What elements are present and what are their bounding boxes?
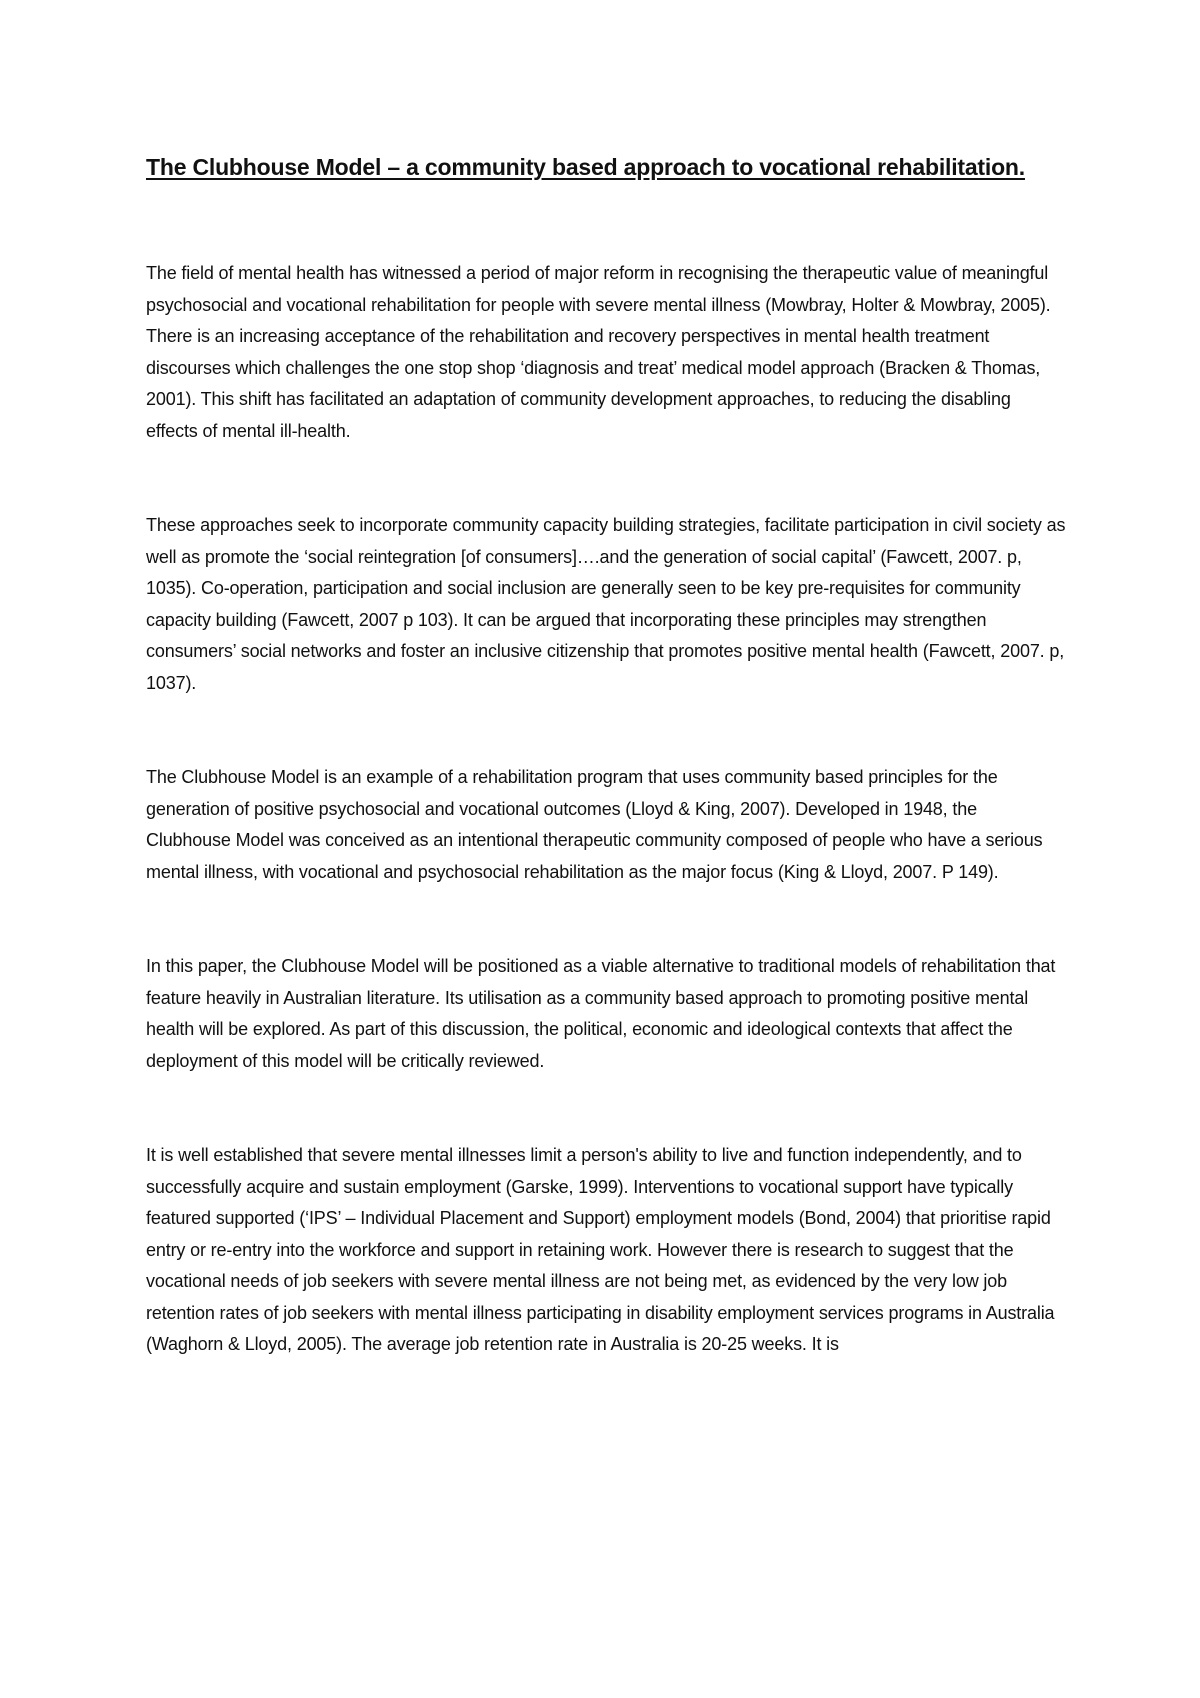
paragraph-5: It is well established that severe mental illnesses limit a person's ability to live and function independently, and to successfully acquire and sustain employment (Garske, 1999). Interventions to vocational support have typically featured supported (‘IPS’ – Individual Placement and Support) employment models (Bond, 2004) that prioritise rapid entry or re-entry into the workforce and support in retaining work. However there is research to suggest that the vocational needs of job seekers with severe mental illness are not being met, as evidenced by the very low job retention rates of job seekers with mental illness participating in disability employment services programs in Australia (Waghorn & Lloyd, 2005). The average job retention rate in Australia is 20-25 weeks. It is (146, 1145, 1055, 1354)
document-title: The Clubhouse Model – a community based approach to vocational rehabilitation. (146, 154, 1025, 180)
paragraph-4: In this paper, the Clubhouse Model will be positioned as a viable alternative to traditional models of rehabilitation that feature heavily in Australian literature. Its utilisation as a community based approach to promoting positive mental health will be explored. As part of this discussion, the political, economic and ideological contexts that affect the deployment of this model will be critically reviewed. (146, 956, 1056, 1071)
paragraph-1: The field of mental health has witnessed a period of major reform in recognising the therapeutic value of meaningful psychosocial and vocational rehabilitation for people with severe mental illness (Mowbray, Holter & Mowbray, 2005). There is an increasing acceptance of the rehabilitation and recovery perspectives in mental health treatment discourses which challenges the one stop shop ‘diagnosis and treat’ medical model approach (Bracken & Thomas, 2001). This shift has facilitated an adaptation of community development approaches, to reducing the disabling effects of mental ill-health. (146, 263, 1051, 441)
paragraph-2: These approaches seek to incorporate community capacity building strategies, facilitate participation in civil society as well as promote the ‘social reintegration [of consumers]….and the generation of social capital’ (Fawcett, 2007. p, 1035). Co-operation, participation and social inclusion are generally seen to be key pre-requisites for community capacity building (Fawcett, 2007 p 103). It can be argued that incorporating these principles may strengthen consumers’ social networks and foster an inclusive citizenship that promotes positive mental health (Fawcett, 2007. p, 1037). (146, 515, 1066, 693)
paragraph-3: The Clubhouse Model is an example of a rehabilitation program that uses community based principles for the generation of positive psychosocial and vocational outcomes (Lloyd & King, 2007). Developed in 1948, the Clubhouse Model was conceived as an intentional therapeutic community composed of people who have a serious mental illness, with vocational and psychosocial rehabilitation as the major focus (King & Lloyd, 2007. P 149). (146, 767, 1043, 882)
document-body (146, 148, 1066, 1361)
